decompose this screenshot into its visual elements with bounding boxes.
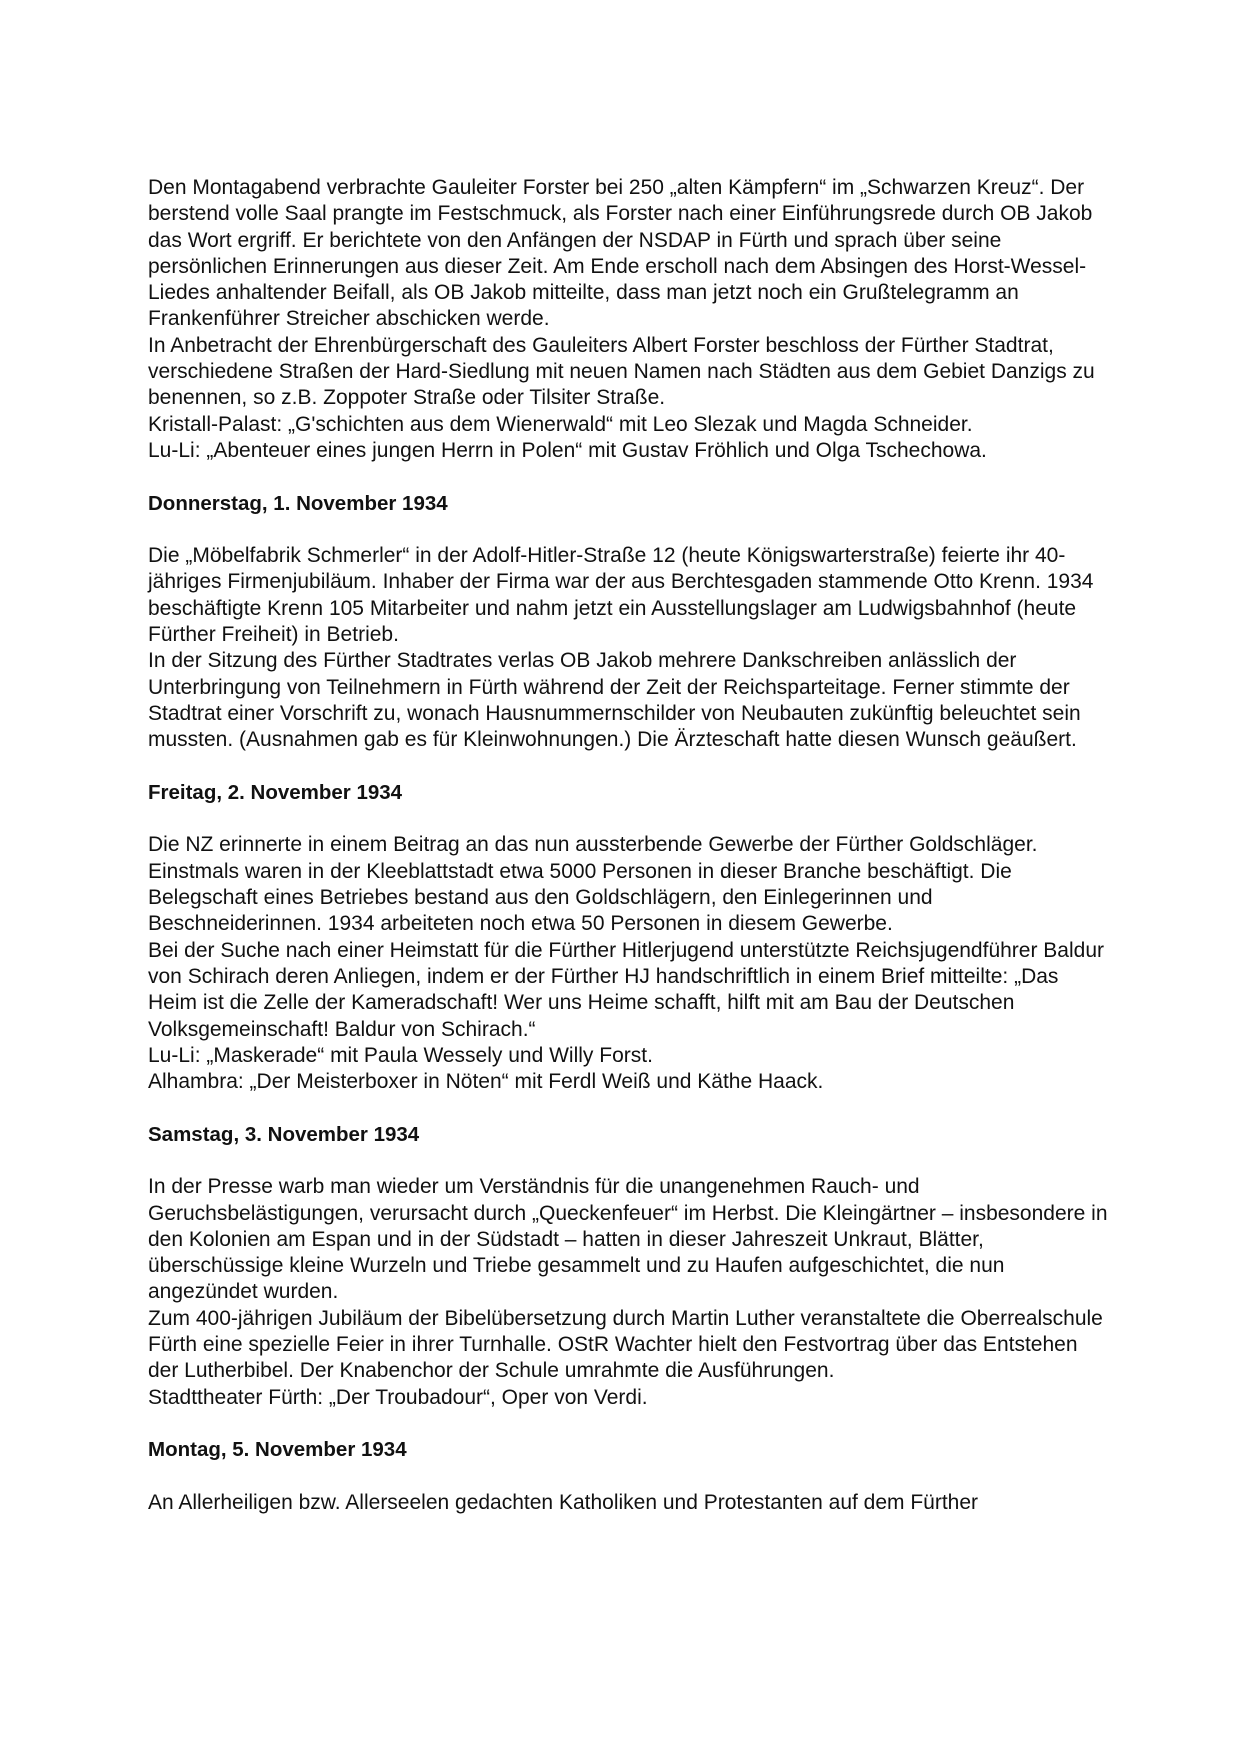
paragraph: Kristall-Palast: „G'schichten aus dem Wienerwald“ mit Leo Slezak und Magda Schneider. bbox=[148, 412, 973, 436]
date-heading: Samstag, 3. November 1934 bbox=[148, 1122, 420, 1146]
date-heading: Freitag, 2. November 1934 bbox=[148, 780, 403, 804]
paragraph: Alhambra: „Der Meisterboxer in Nöten“ mit Ferdl Weiß und Käthe Haack. bbox=[148, 1070, 824, 1094]
paragraph: Die „Möbelfabrik Schmerler“ in der Adolf-Hitler-Straße 12 (heute Königswarterstraße) feierte ihr 40-jähriges Firmenjubiläum. Inhaber der Firma war der aus Berchtesgaden stammende Otto Krenn. 1934 beschäftigte Krenn 105 Mitarbeiter und nahm jetzt ein Ausstellungslager am Ludwigsbahnhof (heute Fürther Freiheit) in Betrieb. bbox=[148, 544, 1094, 647]
document-page bbox=[148, 175, 1108, 1542]
paragraph: Zum 400-jährigen Jubiläum der Bibelübersetzung durch Martin Luther veranstaltete die Oberrealschule Fürth eine spezielle Feier in ihrer Turnhalle. OStR Wachter hielt den Festvortrag über das Entstehen der Lutherbibel. Der Knabenchor der Schule umrahmte die Ausführungen. bbox=[148, 1306, 1103, 1383]
paragraph: Die NZ erinnerte in einem Beitrag an das nun aussterbende Gewerbe der Fürther Goldschläger. Einstmals waren in der Kleeblattstadt etwa 5000 Personen in dieser Branche beschäftigt. Die Belegschaft eines Betriebes bestand aus den Goldschlägern, den Einlegerinnen und Beschneiderinnen. 1934 arbeiteten noch etwa 50 Personen in diesem Gewerbe. bbox=[148, 833, 1038, 936]
entry-2-november bbox=[148, 780, 1108, 1096]
paragraph: In Anbetracht der Ehrenbürgerschaft des Gauleiters Albert Forster beschloss der Fürther Stadtrat, verschiedene Straßen der Hard-Siedlung mit neuen Namen nach Städten aus dem Gebiet Danzigs zu benennen, so z.B. Zoppoter Straße oder Tilsiter Straße. bbox=[148, 333, 1095, 410]
paragraph: Den Montagabend verbrachte Gauleiter Forster bei 250 „alten Kämpfern“ im „Schwarzen Kreuz“. Der berstend volle Saal prangte im Festschmuck, als Forster nach einer Einführungsrede durch OB Jakob das Wort ergriff. Er berichtete von den Anfängen der NSDAP in Fürth und sprach über seine persönlichen Erinnerungen aus dieser Zeit. Am Ende erscholl nach dem Absingen des Horst-Wessel-Liedes anhaltender Beifall, als OB Jakob mitteilte, dass man jetzt noch ein Grußtelegramm an Frankenführer Streicher abschicken werde. bbox=[148, 176, 1093, 331]
paragraph: Lu-Li: „Abenteuer eines jungen Herrn in Polen“ mit Gustav Fröhlich und Olga Tschechowa. bbox=[148, 438, 987, 462]
entry-continued bbox=[148, 175, 1108, 464]
date-heading: Montag, 5. November 1934 bbox=[148, 1438, 407, 1462]
paragraph: In der Presse warb man wieder um Verständnis für die unangenehmen Rauch- und Geruchsbelästigungen, verursacht durch „Queckenfeuer“ im Herbst. Die Kleingärtner – insbesondere in den Kolonien am Espan und in der Südstadt – hatten in dieser Jahreszeit Unkraut, Blätter, überschüssige kleine Wurzeln und Triebe gesammelt und zu Haufen aufgeschichtet, die nun angezündet wurden. bbox=[148, 1175, 1108, 1304]
entry-5-november bbox=[148, 1437, 1108, 1516]
paragraph: An Allerheiligen bzw. Allerseelen gedachten Katholiken und Protestanten auf dem Fürther bbox=[148, 1490, 979, 1514]
paragraph: Bei der Suche nach einer Heimstatt für die Fürther Hitlerjugend unterstützte Reichsjugendführer Baldur von Schirach deren Anliegen, indem er der Fürther HJ handschriftlich in einem Brief mitteilte: „Das Heim ist die Zelle der Kameradschaft! Wer uns Heime schafft, hilft mit am Bau der Deutschen Volksgemeinschaft! Baldur von Schirach.“ bbox=[148, 938, 1105, 1041]
date-heading: Donnerstag, 1. November 1934 bbox=[148, 491, 448, 515]
paragraph: In der Sitzung des Fürther Stadtrates verlas OB Jakob mehrere Dankschreiben anlässlich der Unterbringung von Teilnehmern in Fürth während der Zeit der Reichsparteitage. Ferner stimmte der Stadtrat einer Vorschrift zu, wonach Hausnummernschilder von Neubauten zukünftig beleuchtet sein mussten. (Ausnahmen gab es für Kleinwohnungen.) Die Ärzteschaft hatte diesen Wunsch geäußert. bbox=[148, 649, 1081, 752]
paragraph: Stadttheater Fürth: „Der Troubadour“, Oper von Verdi. bbox=[148, 1385, 648, 1409]
entry-1-november bbox=[148, 491, 1108, 754]
paragraph: Lu-Li: „Maskerade“ mit Paula Wessely und Willy Forst. bbox=[148, 1043, 653, 1067]
entry-3-november bbox=[148, 1122, 1108, 1411]
